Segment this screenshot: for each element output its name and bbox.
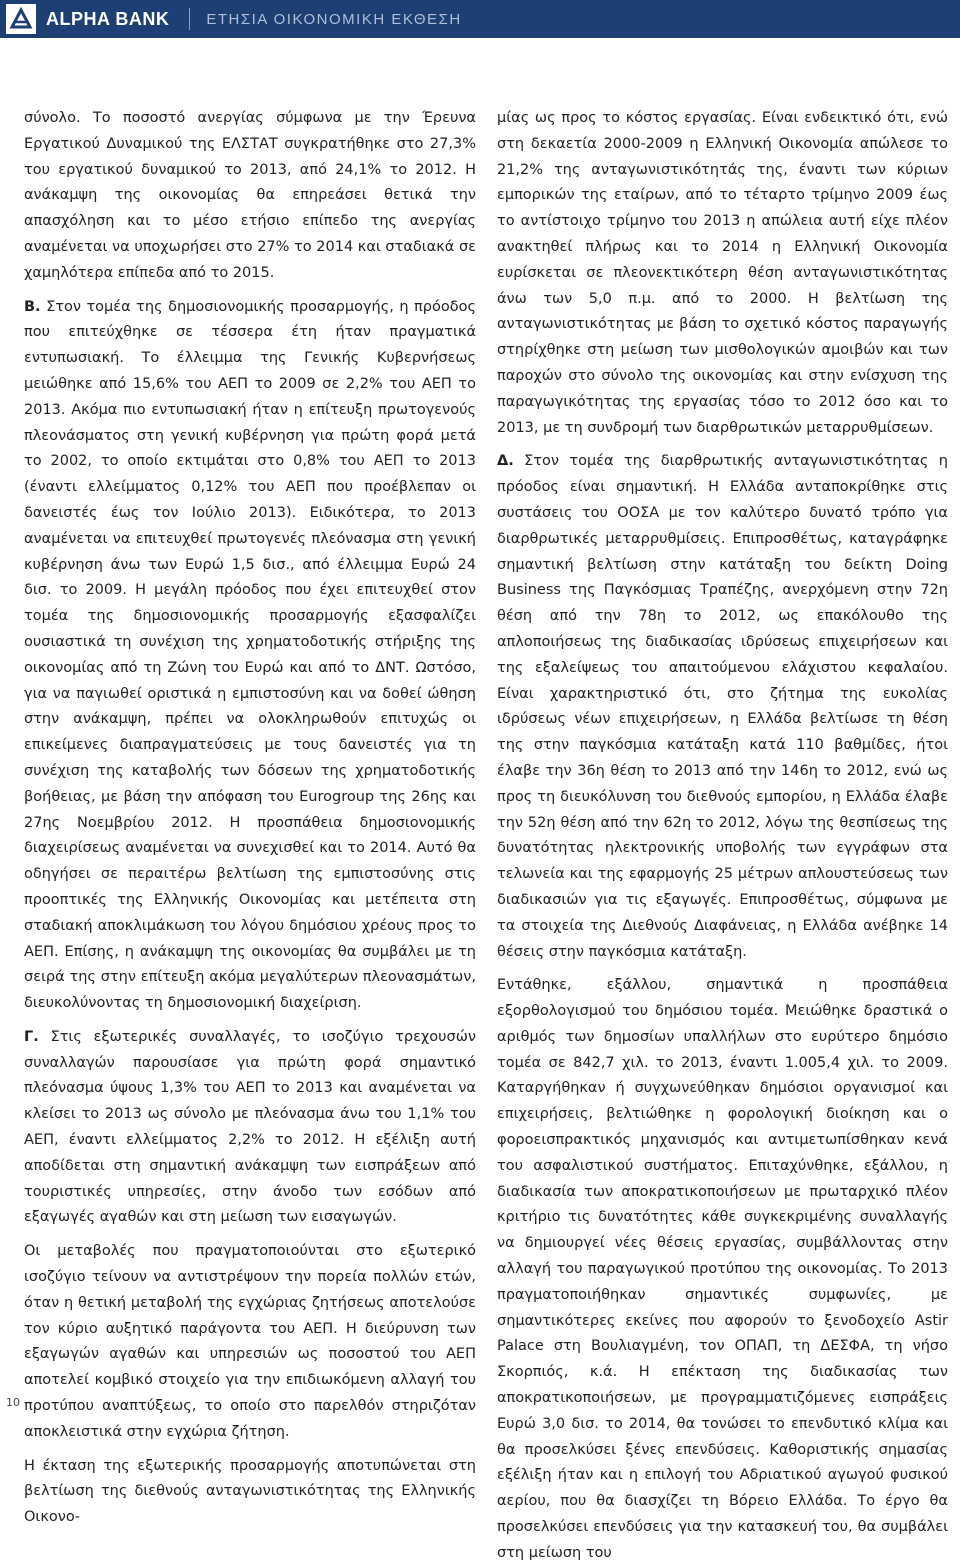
paragraph — [24, 295, 476, 1017]
paragraph-text: Στον τομέα της διαρθρωτικής ανταγωνιστικότητας η πρόοδος είναι σημαντική. Η Ελλάδα ανταποκρίθηκε στις συστάσεις του ΟΟΣΑ με τον καλύτερο δυνατό τρόπο για διαρθρωτικές μεταρρυθμίσεις. Επιπροσθέτως, καταγράφηκε σημαντική βελτίωση στην κατάταξη του δείκτη Doing Business της Παγκόσμιας Τραπέζης, ανερχόμενη στην 72η θέση από την 78η το 2012, ως επακόλουθο της απλοποιήσεως της διαδικασίας ιδρύσεως επιχειρήσεων και της εξαλείψεως του απαιτούμενου ελάχιστου κεφαλαίου. Είναι χαρακτηριστικό ότι, στο ζήτημα της ευκολίας ιδρύσεως νέων επιχειρήσεων, η Ελλάδα βελτίωσε τη θέση της στην παγκόσμια κατάταξη κατά 110 βαθμίδες, ήτοι έλαβε την 36η θέση το 2013 από την 146η το 2012, ενώ ως προς τη διευκόλυνση του διεθνούς εμπορίου, η Ελλάδα έλαβε την 52η θέση από την 62η το 2012, λόγω της θεσπίσεως της δυνατότητας ηλεκτρονικής υποβολής των εγγράφων στα τελωνεία και της εφαρμογής 25 μέτρων απλουστεύσεως των διαδικασιών για τις εξαγωγές. Επιπροσθέτως, σύμφωνα με τα στοιχεία της Διεθνούς Διαφάνειας, η Ελλάδα ανέβηκε 14 θέσεις στην παγκόσμια κατάταξη. — [497, 453, 948, 960]
paragraph — [24, 1239, 476, 1445]
section-label: Γ. — [24, 1028, 39, 1045]
section-label: Δ. — [497, 453, 514, 470]
right-column — [497, 106, 948, 1567]
paragraph-text: Εντάθηκε, εξάλλου, σημαντικά η προσπάθεια εξορθολογισμού του δημόσιου τομέα. Μειώθηκε δραστικά ο αριθμός των δημοσίων υπαλλήλων στο ευρύτερο δημόσιο τομέα σε 842,7 χιλ. το 2013, έναντι 1.005,4 χιλ. το 2009. Καταργήθηκαν ή συγχωνεύθηκαν δημόσιοι οργανισμοί και επιχειρήσεις, βελτιώθηκε η φορολογική διοίκηση και ο φοροεισπρακτικός μηχανισμός και αντιμετωπίσθηκαν κενά του ασφαλιστικού συστήματος. Επιταχύνθηκε, εξάλλου, η διαδικασία των αποκρατικοποιήσεων με πρωταρχικό πλέον κριτήριο τις δυνατότητες κάθε συγκεκριμένης συναλλαγής να δημιουργεί νέες θέσεις εργασίας, συμβάλλοντας στην αλλαγή του παραγωγικού προτύπου της οικονομίας. Το 2013 πραγματοποιήθηκαν σημαντικές συμφωνίες, με σημαντικότερες εκείνες που αφορούν το ξενοδοχείο Astir Palace στη Βουλιαγμένη, τον ΟΠΑΠ, τη ΔΕΣΦΑ, τη νήσο Σκορπιός, κ.ά. Η επέκταση της διαδικασίας των αποκρατικοποιήσεων, με προγραμματιζόμενες εισπράξεις Ευρώ 3,0 δισ. το 2014, θα τονώσει το επενδυτικό κλίμα και θα προσελκύσει ξένες επενδύσεις. Καθοριστικής σημασίας εξέλιξη ήταν και η επιλογή του Αδριατικού αγωγού φυσικού αερίου, που θα διασχίζει τη Βόρειο Ελλάδα. Το έργο θα προσελκύσει επενδύσεις για την κατασκευή του, θα συμβάλει στη μείωση του — [497, 977, 948, 1561]
paragraph-text: Η έκταση της εξωτερικής προσαρμογής αποτυπώνεται στη βελτίωση της διεθνούς ανταγωνιστικότητας της Ελληνικής Οικονο- — [24, 1457, 476, 1526]
page-header — [0, 0, 960, 38]
paragraph-text: Στον τομέα της δημοσιονομικής προσαρμογής, η πρόοδος που επιτεύχθηκε σε τέσσερα έτη ήταν πραγματικά εντυπωσιακή. Το έλλειμμα της Γενικής Κυβερνήσεως μειώθηκε από 15,6% του ΑΕΠ το 2009 σε 2,2% του ΑΕΠ το 2013. Ακόμα πιο εντυπωσιακή ήταν η επίτευξη πρωτογενούς πλεονάσματος στη γενική κυβέρνηση για πρώτη φορά μετά το 2002, το οποίο εκτιμάται στο 0,8% του ΑΕΠ το 2013 (έναντι ελλείμματος 0,12% του ΑΕΠ που προέβλεπαν οι δανειστές έως τον Ιούλιο 2013). Ειδικότερα, το 2013 αναμένεται να επιτευχθεί πρωτογενές πλεόνασμα στη γενική κυβέρνηση άνω των Ευρώ 1,5 δισ., από έλλειμμα Ευρώ 24 δισ. το 2009. Η μεγάλη πρόοδος που έχει επιτευχθεί στον τομέα της δημοσιονομικής προσαρμογής εξασφαλίζει ουσιαστικά τη συνέχιση της χρηματοδοτικής στήριξης της οικονομίας από τη Ζώνη του Ευρώ και από το ΔΝΤ. Ωστόσο, για να παγιωθεί οριστικά η εμπιστοσύνη και να δοθεί ώθηση στην ανάκαμψη, πρέπει να ολοκληρωθούν επιτυχώς οι επικείμενες διαπραγματεύσεις με τους δανειστές για τη συνέχιση της καταβολής των δόσεων της χρηματοδοτικής βοήθειας, με βάση την απόφαση του Eurogroup της 26ης και 27ης Νοεμβρίου 2012. Η προσπάθεια δημοσιονομικής διαχειρίσεως αναμένεται να συνεχισθεί και το 2014. Αυτό θα οδηγήσει σε περαιτέρω βελτίωση της εμπιστοσύνης στις προοπτικές της Ελληνικής Οικονομίας και μετέπειτα στη σταδιακή αποκλιμάκωση του λόγου δημόσιου χρέους προς το ΑΕΠ. Επίσης, η ανάκαμψη της οικονομίας θα συμβάλει με τη σειρά της στην επίτευξη ακόμα μεγαλύτερων πλεονασμάτων, διευκολύνοντας τη δημοσιονομική διαχείριση. — [24, 298, 476, 1012]
paragraph — [497, 973, 948, 1566]
paragraph-text: σύνολο. Το ποσοστό ανεργίας σύμφωνα με την Έρευνα Εργατικού Δυναμικού της ΕΛΣΤΑΤ συγκρατήθηκε στο 27,3% του εργατικού δυναμικού το 2013, από 24,1% το 2012. Η ανάκαμψη της οικονομίας θα επηρεάσει θετικά την απασχόληση και το μέσο ετήσιο επίπεδο της ανεργίας αναμένεται να υποχωρήσει στο 27% το 2014 και σταδιακά σε χαμηλότερα επίπεδα από το 2015. — [24, 110, 476, 281]
paragraph — [24, 1454, 476, 1531]
paragraph — [24, 106, 476, 287]
paragraph — [497, 106, 948, 441]
paragraph — [497, 449, 948, 965]
page-number: 10 — [6, 1396, 20, 1409]
paragraph-text: μίας ως προς το κόστος εργασίας. Είναι ενδεικτικό ότι, ενώ στη δεκαετία 2000-2009 η Ελληνική Οικονομία απώλεσε το 21,2% της ανταγωνιστικότητάς της, έναντι των κύριων εμπορικών της εταίρων, από το τέταρτο τρίμηνο 2009 έως το αντίστοιχο τρίμηνο του 2013 η απώλεια αυτή είχε πλέον ανακτηθεί πλήρως και το 2014 η Ελληνική Οικονομία ευρίσκεται σε πλεονεκτικότερη θέση ανταγωνιστικότητας άνω των 5,0 π.μ. από το 2000. Η βελτίωση της ανταγωνιστικότητας με βάση το σχετικό κόστος παραγωγής στηρίχθηκε στη μείωση των μισθολογικών αμοιβών και των παροχών στο σύνολο της οικονομίας και στην ενίσχυση της παραγωγικότητας της εργασίας τόσο το 2012 όσο και το 2013, με τη συνδρομή των διαρθρωτικών μεταρρυθμίσεων. — [497, 110, 948, 436]
brand-name: ALPHA BANK — [46, 8, 170, 29]
alpha-bank-logo-icon — [6, 4, 36, 34]
header-divider — [189, 8, 190, 30]
paragraph-text: Οι μεταβολές που πραγματοποιούνται στο εξωτερικό ισοζύγιο τείνουν να αντιστρέψουν την πορεία πολλών ετών, όταν η θετική μεταβολή της εγχώριας ζητήσεως αποτελούσε τον κύριο αυξητικό παράγοντα του ΑΕΠ. Η διεύρυνση των εξαγωγών αγαθών και υπηρεσιών ως ποσοστού του ΑΕΠ αποτελεί κομβικό στοιχείο για την επιδιωκόμενη αλλαγή του προτύπου αναπτύξεως, το οποίο στο παρελθόν στηριζόταν αποκλειστικά στην εγχώρια ζήτηση. — [24, 1243, 476, 1440]
left-column — [24, 106, 476, 1531]
paragraph-text: Στις εξωτερικές συναλλαγές, το ισοζύγιο τρεχουσών συναλλαγών παρουσίασε για πρώτη φορά σημαντικό πλεόνασμα ύψους 1,3% του ΑΕΠ το 2013 και αναμένεται να κλείσει το 2013 ως σύνολο με πλεόνασμα άνω του 1,1% του ΑΕΠ, έναντι ελλείμματος 2,2% το 2012. Η εξέλιξη αυτή αποδίδεται στη σημαντική ανάκαμψη των εισπράξεων από τουριστικές υπηρεσίες, στην άνοδο των εσόδων από εξαγωγές αγαθών και στη μείωση των εισαγωγών. — [24, 1028, 476, 1226]
paragraph — [24, 1025, 476, 1231]
report-title: ΕΤΗΣΙΑ ΟΙΚΟΝΟΜΙΚΗ ΕΚΘΕΣΗ — [206, 10, 462, 28]
section-label: Β. — [24, 298, 41, 315]
